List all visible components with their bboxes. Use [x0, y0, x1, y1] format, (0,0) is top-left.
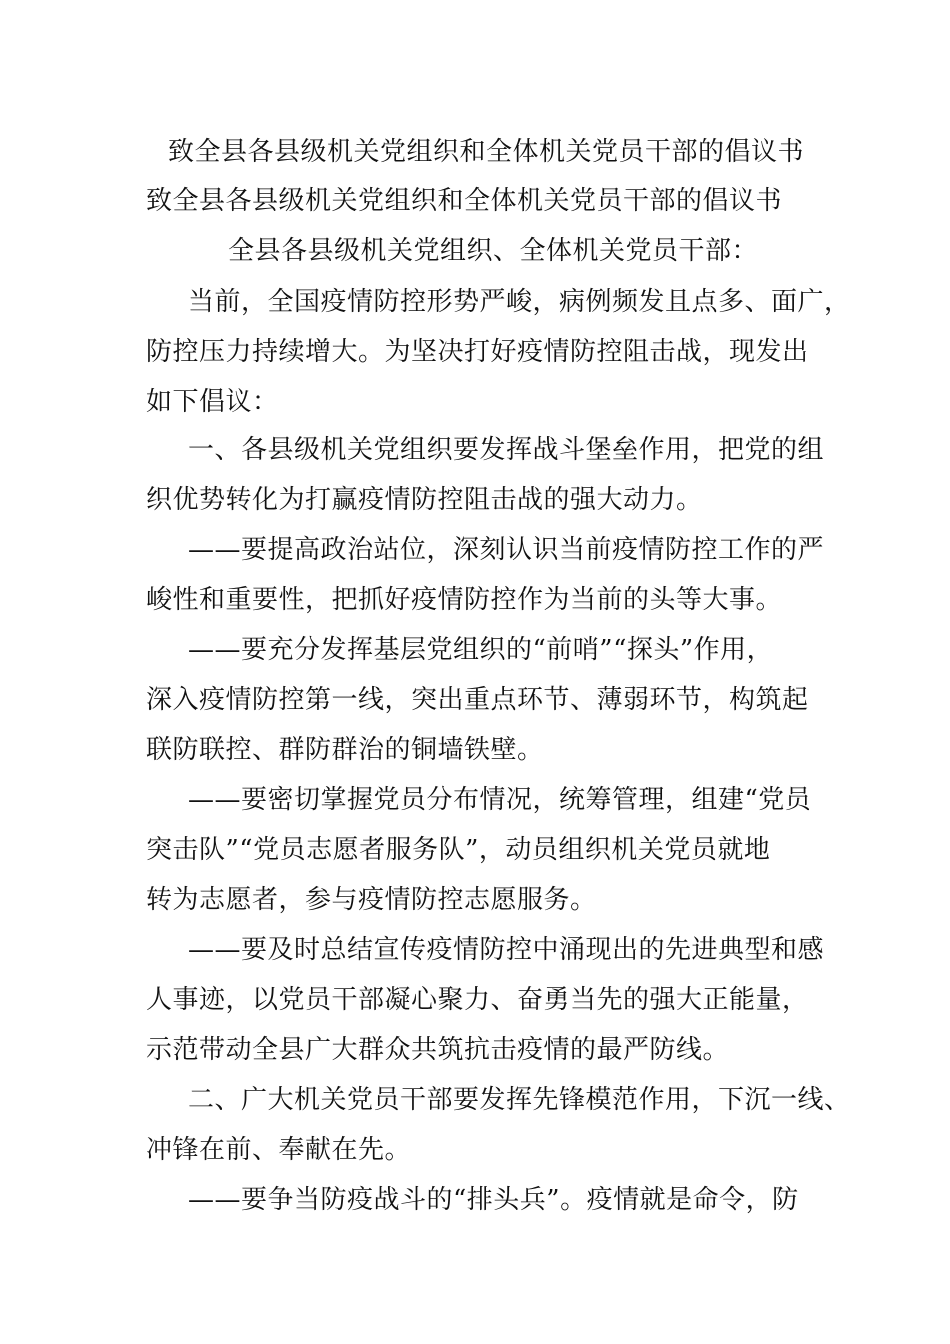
- paragraph-3-line-1: ——要提高政治站位，深刻认识当前疫情防控工作的严: [188, 535, 825, 565]
- salutation: 全县各县级机关党组织、全体机关党员干部：: [228, 236, 759, 266]
- paragraph-5-line-1: ——要密切掌握党员分布情况，统筹管理，组建“党员: [188, 785, 812, 815]
- paragraph-6-line-1: ——要及时总结宣传疫情防控中涌现出的先进典型和感: [188, 935, 825, 965]
- paragraph-4-line-1: ——要充分发挥基层党组织的“前哨”“探头”作用，: [188, 635, 774, 665]
- paragraph-7-line-2: 冲锋在前、奉献在先。: [146, 1135, 412, 1165]
- paragraph-5-line-3: 转为志愿者，参与疫情防控志愿服务。: [146, 885, 597, 915]
- paragraph-5-line-2: 突击队”“党员志愿者服务队”，动员组织机关党员就地: [146, 835, 771, 865]
- document-title-repeat-2: 致全县各县级机关党组织和全体机关党员干部的倡议书: [146, 186, 783, 216]
- paragraph-1-line-2: 防控压力持续增大。为坚决打好疫情防控阻击战，现发出: [146, 337, 809, 367]
- paragraph-6-line-2: 人事迹，以党员干部凝心聚力、奋勇当先的强大正能量，: [146, 985, 809, 1015]
- paragraph-3-line-2: 峻性和重要性，把抓好疫情防控作为当前的头等大事。: [146, 585, 783, 615]
- paragraph-2-line-1: 一、各县级机关党组织要发挥战斗堡垒作用，把党的组: [188, 435, 825, 465]
- paragraph-2-line-2: 织优势转化为打赢疫情防控阻击战的强大动力。: [146, 485, 703, 515]
- paragraph-4-line-3: 联防联控、群防群治的铜墙铁壁。: [146, 735, 544, 765]
- paragraph-4-line-2: 深入疫情防控第一线，突出重点环节、薄弱环节，构筑起: [146, 685, 809, 715]
- document-title-repeat-1: 致全县各县级机关党组织和全体机关党员干部的倡议书: [168, 137, 805, 167]
- paragraph-1-line-3: 如下倡议：: [146, 387, 279, 417]
- paragraph-6-line-3: 示范带动全县广大群众共筑抗击疫情的最严防线。: [146, 1035, 730, 1065]
- paragraph-1-line-1: 当前，全国疫情防控形势严峻，病例频发且点多、面广，: [188, 287, 851, 317]
- paragraph-8-line-1: ——要争当防疫战斗的“排头兵”。疫情就是命令，防: [188, 1185, 799, 1215]
- paragraph-7-line-1: 二、广大机关党员干部要发挥先锋模范作用，下沉一线、: [188, 1085, 851, 1115]
